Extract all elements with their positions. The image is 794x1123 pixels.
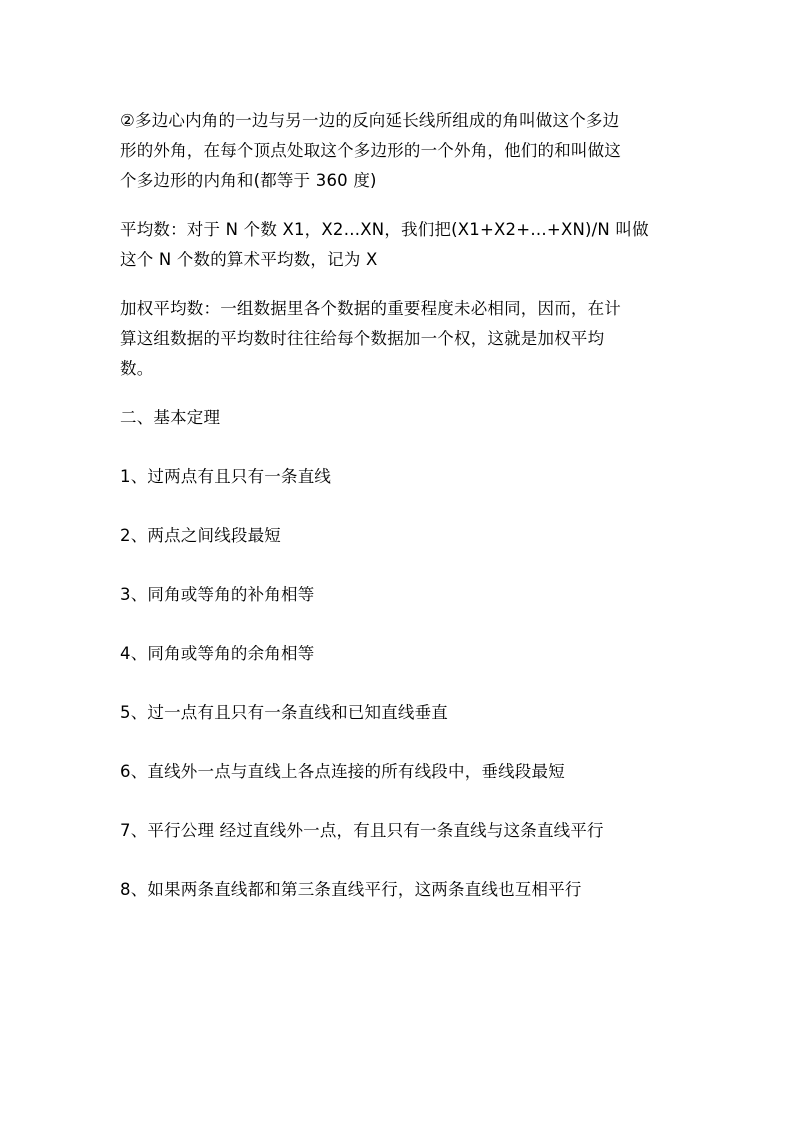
paragraph-mean xyxy=(120,215,668,275)
text-line: 形的外角，在每个顶点处取这个多边形的一个外角，他们的和叫做这 xyxy=(120,141,621,160)
theorem-item: 2、两点之间线段最短 xyxy=(120,526,281,545)
theorem-item: 6、直线外一点与直线上各点连接的所有线段中，垂线段最短 xyxy=(120,762,565,781)
theorem-item: 3、同角或等角的补角相等 xyxy=(120,585,315,604)
theorem-item: 4、同角或等角的余角相等 xyxy=(120,644,315,663)
text-line: 个多边形的内角和(都等于 360 度) xyxy=(120,171,377,190)
section-heading: 二、基本定理 xyxy=(120,408,221,427)
text-line: ②多边心内角的一边与另一边的反向延长线所组成的角叫做这个多边 xyxy=(120,111,620,130)
document-page xyxy=(120,106,668,934)
theorem-item: 1、过两点有且只有一条直线 xyxy=(120,467,332,486)
theorem-item: 5、过一点有且只有一条直线和已知直线垂直 xyxy=(120,703,448,722)
paragraph-exterior-angle xyxy=(120,106,668,196)
theorem-item: 8、如果两条直线都和第三条直线平行，这两条直线也互相平行 xyxy=(120,880,582,899)
text-line: 这个 N 个数的算术平均数，记为 X xyxy=(120,250,378,269)
text-line: 平均数：对于 N 个数 X1，X2…XN，我们把(X1+X2+…+XN)/N 叫做 xyxy=(120,220,649,239)
text-line: 加权平均数：一组数据里各个数据的重要程度未必相同，因而，在计 xyxy=(120,299,621,318)
text-line: 算这组数据的平均数时往往给每个数据加一个权，这就是加权平均 xyxy=(120,329,605,348)
paragraph-weighted-mean xyxy=(120,294,668,384)
theorem-item: 7、平行公理 经过直线外一点，有且只有一条直线与这条直线平行 xyxy=(120,821,604,840)
text-line: 数。 xyxy=(120,359,154,378)
